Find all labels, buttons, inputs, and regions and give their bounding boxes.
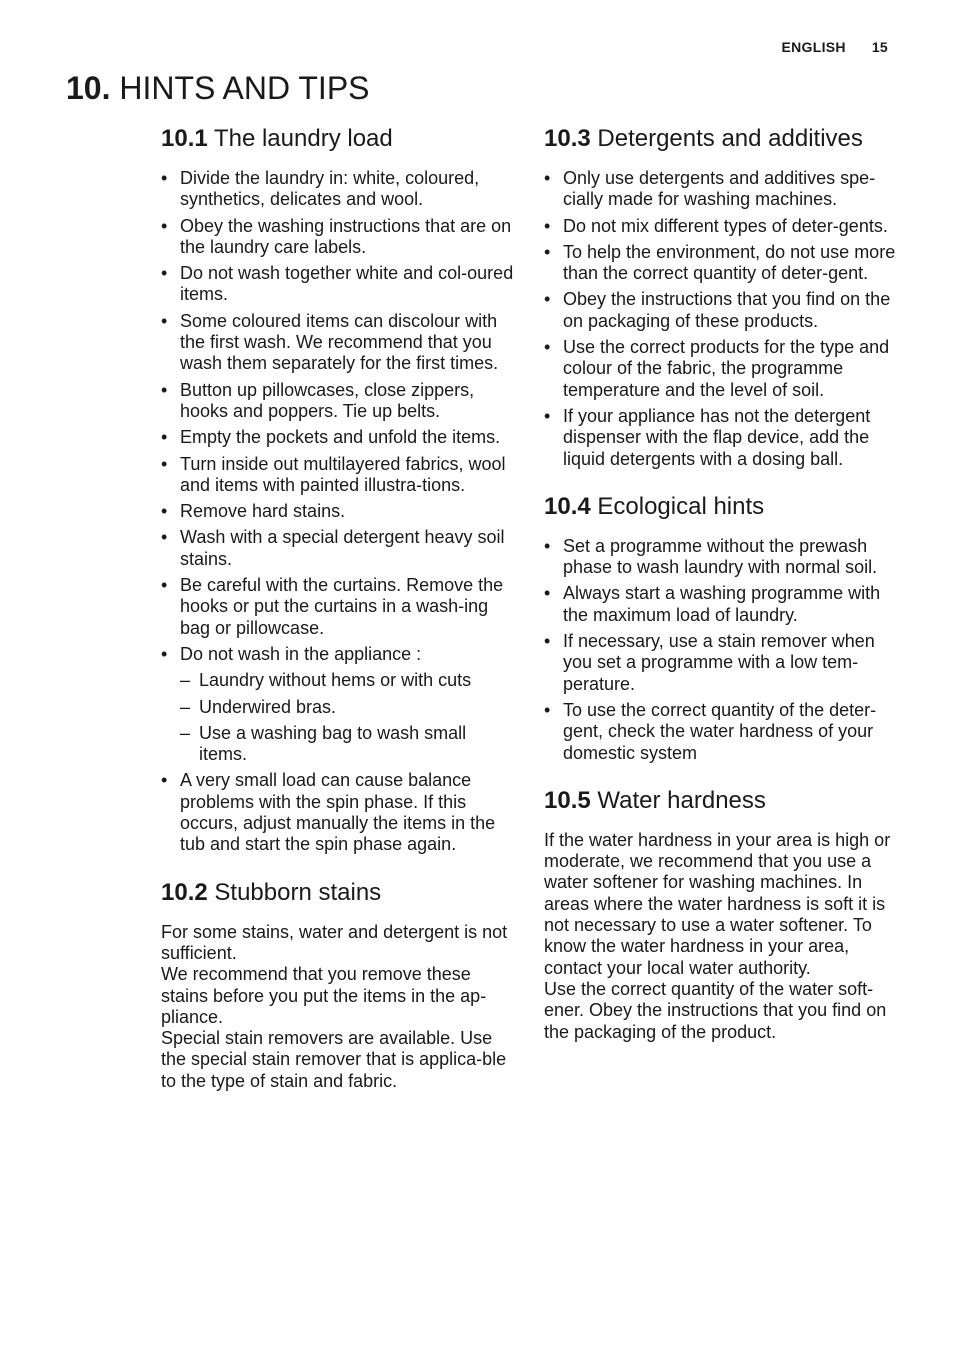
list-item: • If your appliance has not the detergent dispenser with the flap device, add the liquid detergents with a dosing ball. <box>544 406 900 470</box>
list-item: • Obey the instructions that you find on the on packaging of these products. <box>544 289 900 332</box>
page-header <box>781 39 888 55</box>
list-item: • Set a programme without the prewash phase to wash laundry with normal soil. <box>544 536 900 579</box>
section-title-text: Water hardness <box>597 786 766 814</box>
water-hardness-text <box>544 830 900 1043</box>
list-item: • Some coloured items can discolour with the first wash. We recommend that you wash them separately for the first times. <box>161 311 516 375</box>
section-title-text: The laundry load <box>213 125 393 152</box>
section-number: 10.1 <box>161 125 208 152</box>
stubborn-stains-text <box>161 922 516 1092</box>
list-item: • Obey the washing instructions that are on the laundry care labels. <box>161 216 516 259</box>
section-title-text: Detergents and additives <box>597 125 863 152</box>
section-detergents <box>544 124 900 470</box>
right-column <box>544 124 900 1043</box>
paragraph: Use the correct quantity of the water soft-ener. Obey the instructions that you find on the packaging of the product. <box>544 978 887 1042</box>
section-title <box>544 124 900 154</box>
list-item-text: Do not wash in the appliance : <box>180 643 422 664</box>
laundry-load-list <box>161 168 516 856</box>
list-item: • A very small load can cause balance problems with the spin phase. If this occurs, adjust manually the items in the tub and start the spin phase again. <box>161 770 516 855</box>
list-item: • Wash with a special detergent heavy soil stains. <box>161 527 516 570</box>
sub-list-item: – Use a washing bag to wash small items. <box>180 723 516 766</box>
list-item: • Turn inside out multilayered fabrics, wool and items with painted illustra-tions. <box>161 454 516 497</box>
page-number: 15 <box>871 39 888 55</box>
chapter-title-text: HINTS AND TIPS <box>119 70 370 106</box>
list-item: • Use the correct products for the type and colour of the fabric, the programme temperature and the level of soil. <box>544 337 900 401</box>
section-water-hardness <box>544 786 900 1043</box>
list-item: • Do not wash together white and col-oured items. <box>161 263 516 306</box>
section-number: 10.5 <box>544 786 591 814</box>
section-stubborn-stains <box>161 878 516 1092</box>
section-title-text: Stubborn stains <box>214 878 382 906</box>
chapter-title <box>66 68 370 108</box>
list-item: • Always start a washing programme with the maximum load of laundry. <box>544 583 900 626</box>
section-number: 10.4 <box>544 492 591 520</box>
list-item: • Empty the pockets and unfold the items. <box>161 427 516 448</box>
chapter-number: 10. <box>66 70 111 106</box>
paragraph: For some stains, water and detergent is not sufficient. <box>161 921 508 963</box>
paragraph: We recommend that you remove these stains before you put the items in the ap-pliance. <box>161 964 487 1027</box>
header-language: ENGLISH <box>781 39 846 55</box>
section-title <box>544 786 900 816</box>
list-item: • Remove hard stains. <box>161 501 516 522</box>
sub-list <box>180 670 516 765</box>
list-item: • To help the environment, do not use more than the correct quantity of deter-gent. <box>544 242 900 285</box>
section-ecological-hints <box>544 492 900 764</box>
list-item-with-sublist <box>161 644 516 765</box>
list-item: • To use the correct quantity of the deter-gent, check the water hardness of your domestic system <box>544 700 900 764</box>
list-item: • Be careful with the curtains. Remove the hooks or put the curtains in a wash-ing bag or pillowcase. <box>161 575 516 639</box>
left-column <box>161 124 516 1092</box>
section-number: 10.3 <box>544 125 591 152</box>
list-item: • Do not mix different types of deter-gents. <box>544 216 900 237</box>
section-number: 10.2 <box>161 878 208 906</box>
list-item: • If necessary, use a stain remover when you set a programme with a low tem-perature. <box>544 631 900 695</box>
list-item: • Divide the laundry in: white, coloured, synthetics, delicates and wool. <box>161 168 516 211</box>
section-title <box>544 492 900 522</box>
section-title <box>161 124 516 154</box>
list-item: • Only use detergents and additives spe-cially made for washing machines. <box>544 168 900 211</box>
paragraph: If the water hardness in your area is high or moderate, we recommend that you use a water softener for washing machines. In areas where the water hardness is soft it is not necessary to use a water softener. To know the water hardness in your area, contact your local water authority. <box>544 829 891 978</box>
section-title-text: Ecological hints <box>597 492 765 520</box>
sub-list-item: – Underwired bras. <box>180 697 516 718</box>
section-laundry-load <box>161 124 516 856</box>
detergents-list <box>544 168 900 470</box>
ecological-hints-list <box>544 536 900 764</box>
paragraph: Special stain removers are available. Use the special stain remover that is applica-ble to the type of stain and fabric. <box>161 1028 507 1091</box>
list-item: • Button up pillowcases, close zippers, hooks and poppers. Tie up belts. <box>161 380 516 423</box>
section-title <box>161 878 516 908</box>
sub-list-item: – Laundry without hems or with cuts <box>180 670 516 691</box>
